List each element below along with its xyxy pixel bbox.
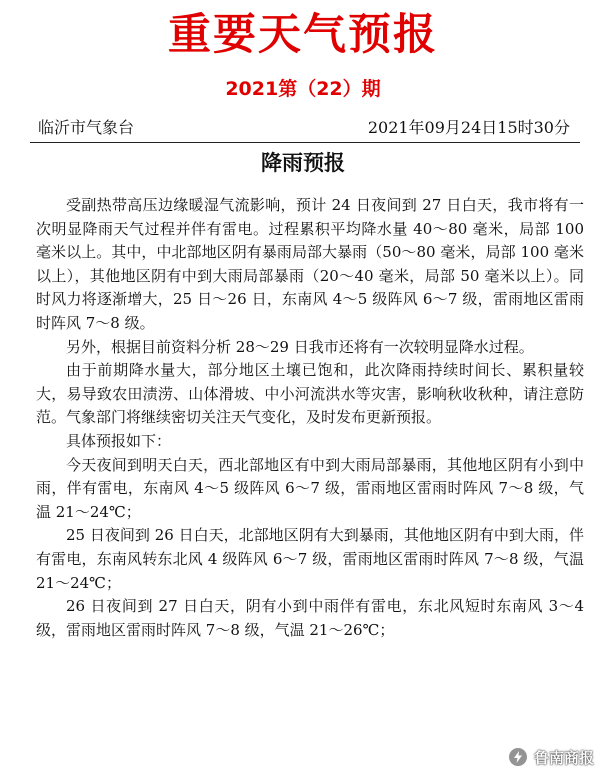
paragraph-outlook: 另外，根据目前资料分析 28～29 日我市还将有一次较明显降水过程。 (66, 337, 534, 356)
paragraph-forecast-day1: 今天夜间到明天白天，西北部地区有中到大雨局部暴雨，其他地区阴有小到中雨，伴有雷电，东南风 4～5 级阵风 6～7 级，雷雨地区雷雨时阵风 7～8 级，气温 21～24℃； (36, 455, 584, 521)
forecast-body (36, 194, 584, 642)
paragraph-detail-intro: 具体预报如下： (66, 431, 172, 450)
header-divider (30, 142, 580, 143)
issuer-name: 临沂市气象台 (38, 118, 135, 137)
document-title: 重要天气预报 (168, 10, 438, 60)
source-watermark (508, 745, 594, 769)
issue-number: 2021第（22）期 (225, 78, 381, 100)
watermark-text: 鲁南商报 (533, 748, 594, 767)
section-title: 降雨预报 (261, 151, 345, 175)
issue-datetime: 2021年09月24日15时30分 (367, 118, 570, 137)
paragraph-forecast-day2: 25 日夜间到 26 日白天，北部地区阴有大到暴雨，其他地区阴有中到大雨，伴有雷电，东南风转东北风 4 级阵风 6～7 级，雷雨地区雷雨时阵风 7～8 级，气温 21～24℃； (36, 526, 584, 592)
paragraph-warning: 由于前期降水量大，部分地区土壤已饱和，此次降雨持续时间长、累积量较大，易导致农田渍涝、山体滑坡、中小河流洪水等灾害，影响秋收秋种，请注意防范。气象部门将继续密切关注天气变化，及时发布更新预报。 (36, 361, 584, 427)
lightning-logo-icon (508, 747, 528, 767)
issuer-row (30, 116, 570, 140)
paragraph-overview: 受副热带高压边缘暖湿气流影响，预计 24 日夜间到 27 日白天，我市将有一次明显降雨天气过程并伴有雷电。过程累积平均降水量 40～80 毫米，局部 100 毫米以上。其中，中北部地区阴有暴雨局部大暴雨（50～80 毫米，局部 100 毫米以上），其他地区阴有中到大雨局部暴雨（20～40 毫米，局部 50 毫米以上）。同时风力将逐渐增大，25 日～26 日，东南风 4～5 级阵风 6～7 级，雷雨地区雷雨时阵风 7～8 级。 (36, 196, 584, 332)
paragraph-forecast-day3: 26 日夜间到 27 日白天，阴有小到中雨伴有雷电，东北风短时东南风 3～4 级，雷雨地区雷雨时阵风 7～8 级，气温 21～26℃； (36, 597, 584, 639)
